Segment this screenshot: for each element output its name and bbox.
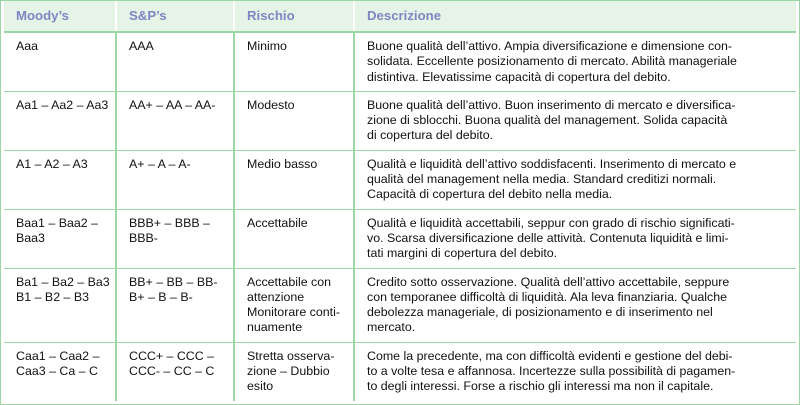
cell-descrizione-line: Buone qualità dell’attivo. Buon inserimento di mercato e diversifica- <box>367 97 736 112</box>
cell-descrizione <box>354 268 796 342</box>
table-row <box>4 32 796 91</box>
cell-descrizione-line: qualità del management nella media. Standard creditizi normali. <box>367 172 717 187</box>
cell-descrizione-line: tati margini di copertura del debito. <box>367 246 558 261</box>
header-descrizione: Descrizione <box>354 1 796 32</box>
cell-descrizione <box>354 32 796 91</box>
header-rischio: Rischio <box>234 1 354 32</box>
cell-moodys-line: Aaa <box>16 39 39 53</box>
cell-descrizione-line: distintiva. Elevatissime capacità di copertura del debito. <box>367 69 671 84</box>
cell-moodys-line: Caa1 – Caa2 – <box>16 348 100 363</box>
cell-rischio <box>234 268 354 342</box>
cell-descrizione <box>354 150 796 209</box>
cell-rischio-line: Monitorare conti- <box>247 305 340 320</box>
cell-moodys <box>4 268 116 342</box>
table-header-row <box>4 1 796 32</box>
cell-rischio-line: attenzione <box>247 289 305 304</box>
cell-sp-line: BBB- <box>129 230 158 245</box>
cell-rischio <box>234 32 354 91</box>
cell-descrizione-line: zione di sblocchi. Buona qualità del management. Solida capacità <box>367 113 728 128</box>
cell-moodys-line: Caa3 – Ca – C <box>16 364 98 379</box>
cell-sp-line: CCC+ – CCC – <box>129 348 215 363</box>
cell-moodys <box>4 91 116 150</box>
cell-descrizione-line: con temporanee difficoltà di liquidità. Ala leva finanziaria. Qualche <box>367 289 728 304</box>
cell-moodys <box>4 342 116 400</box>
cell-descrizione-line: to degli interessi. Forse a rischio gli interessi ma non il capitale. <box>367 379 714 394</box>
cell-moodys-line: Ba1 – Ba2 – Ba3 <box>16 274 110 289</box>
cell-rischio-line: Accettabile <box>247 215 308 230</box>
cell-sp-line: AAA <box>129 39 154 53</box>
cell-sp <box>116 91 234 150</box>
cell-sp-line: AA+ – AA – AA- <box>129 97 216 112</box>
cell-rischio <box>234 91 354 150</box>
cell-rischio <box>234 342 354 400</box>
header-moodys: Moody’s <box>4 1 116 32</box>
table-row <box>4 91 796 150</box>
cell-sp-line: B+ – B – B- <box>129 289 193 304</box>
cell-rischio-line: zione – Dubbio <box>247 364 330 379</box>
table-row <box>4 268 796 342</box>
cell-moodys <box>4 209 116 268</box>
cell-sp <box>116 209 234 268</box>
cell-sp-line: A+ – A – A- <box>129 156 191 171</box>
cell-sp <box>116 150 234 209</box>
header-sp: S&P’s <box>116 1 234 32</box>
cell-rischio <box>234 150 354 209</box>
cell-descrizione-line: di copertura del debito. <box>367 128 494 143</box>
cell-descrizione <box>354 342 796 400</box>
cell-moodys-line: Baa1 – Baa2 – <box>16 215 98 230</box>
cell-sp-line: BB+ – BB – BB- <box>129 274 218 289</box>
cell-descrizione-line: Qualità e liquidità accettabili, seppur con grado di rischio significati- <box>367 215 735 230</box>
cell-sp <box>116 268 234 342</box>
cell-sp <box>116 342 234 400</box>
cell-sp <box>116 32 234 91</box>
cell-moodys-line: B1 – B2 – B3 <box>16 289 90 304</box>
cell-descrizione-line: solidata. Eccellente posizionamento di mercato. Abilità manageriale <box>367 54 737 69</box>
cell-rischio-line: Minimo <box>247 39 287 53</box>
cell-sp-line: BBB+ – BBB – <box>129 215 210 230</box>
cell-rischio-line: esito <box>247 379 274 394</box>
cell-moodys-line: Baa3 <box>16 230 45 245</box>
cell-moodys <box>4 150 116 209</box>
cell-descrizione-line: mercato. <box>367 320 416 335</box>
cell-rischio-line: nuamente <box>247 320 303 335</box>
cell-descrizione <box>354 91 796 150</box>
cell-descrizione-line: Qualità e liquidità dell’attivo soddisfacenti. Inserimento di mercato e <box>367 156 737 171</box>
cell-moodys-line: Aa1 – Aa2 – Aa3 <box>16 97 109 112</box>
cell-sp-line: CCC- – CC – C <box>129 364 215 379</box>
cell-rischio-line: Accettabile con <box>247 274 332 289</box>
rating-table <box>4 1 796 401</box>
cell-rischio <box>234 209 354 268</box>
cell-rischio-line: Medio basso <box>247 156 318 171</box>
cell-descrizione-line: Buone qualità dell’attivo. Ampia diversificazione e dimensione con- <box>367 39 733 53</box>
cell-descrizione-line: vo. Scarsa diversificazione delle attività. Contenuta liquidità e limi- <box>367 230 729 245</box>
table-row <box>4 342 796 400</box>
cell-descrizione-line: to a volte tesa e affannosa. Incertezze sulla possibilità di pagamen- <box>367 364 736 379</box>
table-row <box>4 209 796 268</box>
cell-rischio-line: Stretta osserva- <box>247 348 335 363</box>
cell-moodys-line: A1 – A2 – A3 <box>16 156 88 171</box>
cell-descrizione-line: Capacità di copertura del debito nella media. <box>367 187 613 202</box>
cell-descrizione-line: debolezza manageriale, di posizionamento e di inserimento nel <box>367 305 713 320</box>
cell-descrizione <box>354 209 796 268</box>
table-row <box>4 150 796 209</box>
cell-rischio-line: Modesto <box>247 97 295 112</box>
cell-moodys <box>4 32 116 91</box>
cell-descrizione-line: Credito sotto osservazione. Qualità dell’attivo accettabile, seppure <box>367 274 730 289</box>
cell-descrizione-line: Come la precedente, ma con difficoltà evidenti e gestione del debi- <box>367 348 733 363</box>
